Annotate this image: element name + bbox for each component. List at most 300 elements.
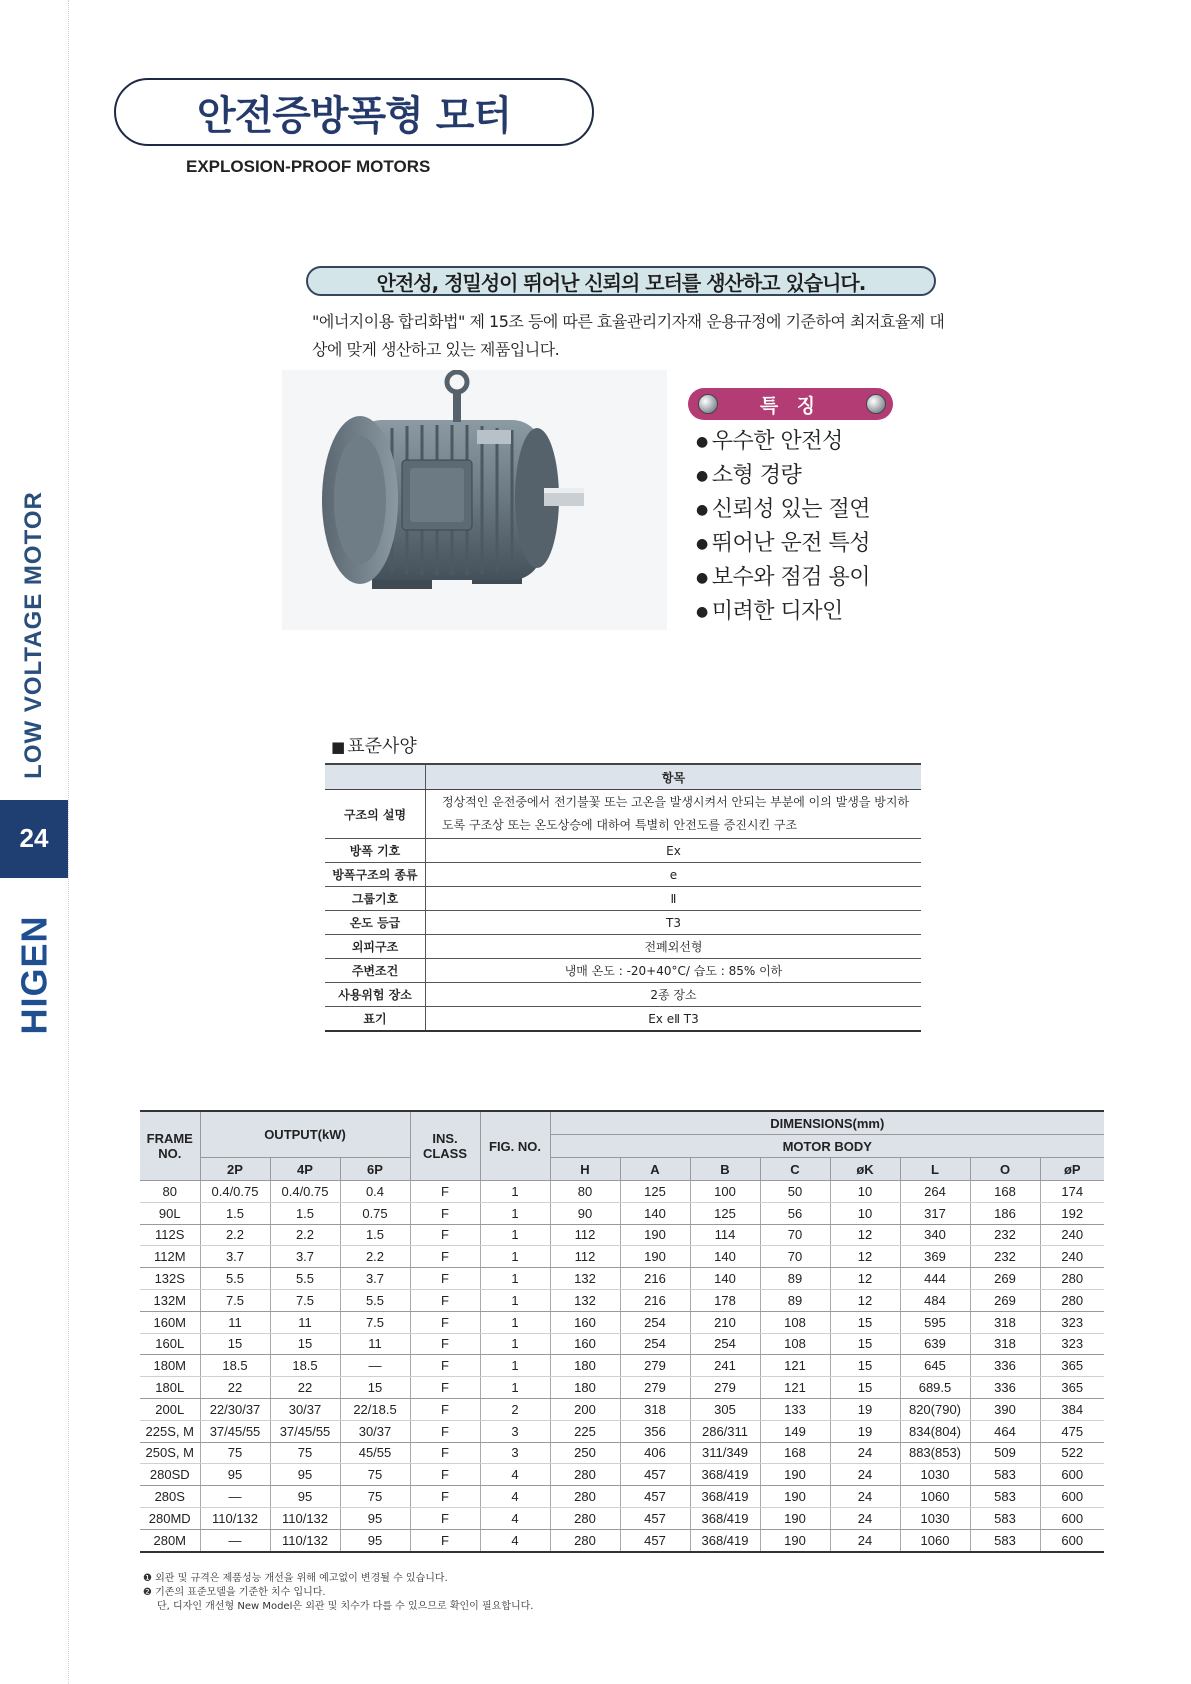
table-cell: 250 (550, 1442, 620, 1464)
table-cell: 280 (550, 1464, 620, 1486)
table-cell: 280 (550, 1507, 620, 1529)
table-cell: 190 (760, 1507, 830, 1529)
table-cell: 384 (1040, 1398, 1104, 1420)
table-cell: 457 (620, 1486, 690, 1508)
table-cell: 140 (690, 1268, 760, 1290)
table-cell: 406 (620, 1442, 690, 1464)
table-cell: 15 (340, 1377, 410, 1399)
table-cell: 160L (140, 1333, 200, 1355)
table-cell: 280 (1040, 1289, 1104, 1311)
table-cell: 1.5 (270, 1202, 340, 1224)
table-cell: 190 (760, 1529, 830, 1551)
spec-label: 외피구조 (325, 935, 426, 959)
table-cell: 834(804) (900, 1420, 970, 1442)
page-title: 안전증방폭형 모터 (114, 78, 594, 146)
table-cell: 464 (970, 1420, 1040, 1442)
table-cell: 600 (1040, 1464, 1104, 1486)
table-cell: 583 (970, 1507, 1040, 1529)
table-cell: 132 (550, 1289, 620, 1311)
table-cell: 80 (550, 1181, 620, 1203)
spec-row (325, 983, 921, 1007)
table-cell: 110/132 (270, 1507, 340, 1529)
table-cell: 19 (830, 1398, 900, 1420)
column-header: 6P (340, 1158, 410, 1181)
table-cell: 174 (1040, 1181, 1104, 1203)
spec-row (325, 959, 921, 983)
spec-label: 방폭구조의 종류 (325, 863, 426, 887)
table-cell: 149 (760, 1420, 830, 1442)
table-cell: 820(790) (900, 1398, 970, 1420)
table-cell: 7.5 (200, 1289, 270, 1311)
table-cell: 216 (620, 1268, 690, 1290)
table-cell: 1 (480, 1181, 550, 1203)
table-cell: 3 (480, 1442, 550, 1464)
table-cell: 369 (900, 1246, 970, 1268)
table-cell: 3.7 (340, 1268, 410, 1290)
table-cell: 250S, M (140, 1442, 200, 1464)
page-tab-strip (0, 876, 68, 878)
table-cell: 240 (1040, 1246, 1104, 1268)
table-cell: 56 (760, 1202, 830, 1224)
table-cell: 7.5 (340, 1311, 410, 1333)
dimension-table-body (140, 1181, 1104, 1552)
table-cell: 280SD (140, 1464, 200, 1486)
table-cell: 10 (830, 1181, 900, 1203)
table-cell: 600 (1040, 1507, 1104, 1529)
table-cell: 125 (620, 1181, 690, 1203)
spec-value: 냉매 온도 : -20+40°C/ 습도 : 85% 이하 (426, 959, 922, 983)
table-cell: 336 (970, 1377, 1040, 1399)
table-cell: 279 (620, 1355, 690, 1377)
table-cell: 210 (690, 1311, 760, 1333)
table-cell: 336 (970, 1355, 1040, 1377)
table-cell: 70 (760, 1224, 830, 1246)
column-header: øK (830, 1158, 900, 1181)
table-cell: 75 (340, 1464, 410, 1486)
dimensions-header: DIMENSIONS(mm) (550, 1111, 1104, 1135)
spec-label: 표기 (325, 1007, 426, 1032)
spec-label: 주변조건 (325, 959, 426, 983)
table-cell: 160 (550, 1333, 620, 1355)
table-cell: 457 (620, 1464, 690, 1486)
table-cell: F (410, 1311, 480, 1333)
table-cell: 190 (620, 1224, 690, 1246)
table-cell: — (200, 1529, 270, 1551)
table-cell: 0.75 (340, 1202, 410, 1224)
column-header: C (760, 1158, 830, 1181)
table-row (140, 1333, 1104, 1355)
table-cell: 180 (550, 1355, 620, 1377)
table-cell: 1 (480, 1246, 550, 1268)
table-cell: 190 (620, 1246, 690, 1268)
table-cell: 3.7 (200, 1246, 270, 1268)
table-cell: 132M (140, 1289, 200, 1311)
table-row (140, 1224, 1104, 1246)
table-cell: 12 (830, 1224, 900, 1246)
spec-row (325, 839, 921, 863)
spec-row (325, 863, 921, 887)
spec-heading: ■ 표준사양 (331, 732, 417, 758)
table-cell: 280 (1040, 1268, 1104, 1290)
table-cell: 318 (970, 1311, 1040, 1333)
table-cell: 90 (550, 1202, 620, 1224)
table-cell: 4 (480, 1529, 550, 1551)
table-cell: 12 (830, 1246, 900, 1268)
table-cell: 108 (760, 1333, 830, 1355)
table-cell: 90L (140, 1202, 200, 1224)
table-cell: 190 (760, 1486, 830, 1508)
table-cell: 132 (550, 1268, 620, 1290)
table-cell: 1 (480, 1268, 550, 1290)
table-cell: 305 (690, 1398, 760, 1420)
table-row (140, 1311, 1104, 1333)
table-cell: 22 (200, 1377, 270, 1399)
table-cell: 15 (830, 1311, 900, 1333)
table-cell: 11 (340, 1333, 410, 1355)
brand-logo: HIGEN (13, 915, 55, 1035)
table-cell: 1030 (900, 1507, 970, 1529)
table-cell: 689.5 (900, 1377, 970, 1399)
column-header: 2P (200, 1158, 270, 1181)
spec-header-blank (325, 764, 426, 790)
table-cell: 5.5 (200, 1268, 270, 1290)
table-cell: 140 (690, 1246, 760, 1268)
table-cell: 444 (900, 1268, 970, 1290)
table-cell: F (410, 1289, 480, 1311)
table-cell: 24 (830, 1507, 900, 1529)
table-cell: 1060 (900, 1529, 970, 1551)
table-cell: 15 (830, 1377, 900, 1399)
table-row (140, 1377, 1104, 1399)
table-cell: 95 (270, 1486, 340, 1508)
features-title-bar: 특 징 (688, 388, 893, 420)
table-cell: 365 (1040, 1377, 1104, 1399)
table-cell: F (410, 1420, 480, 1442)
table-cell: 1 (480, 1224, 550, 1246)
output-header: OUTPUT(kW) (200, 1111, 410, 1158)
table-cell: 323 (1040, 1333, 1104, 1355)
spec-header: 항목 (426, 764, 922, 790)
table-cell: 100 (690, 1181, 760, 1203)
column-header: L (900, 1158, 970, 1181)
table-cell: 4 (480, 1464, 550, 1486)
table-cell: F (410, 1486, 480, 1508)
table-cell: 10 (830, 1202, 900, 1224)
motor-body-header: MOTOR BODY (550, 1135, 1104, 1158)
feature-item: ● 미려한 디자인 (696, 595, 870, 629)
table-cell: 280S (140, 1486, 200, 1508)
table-cell: F (410, 1268, 480, 1290)
frame-header: FRAME NO. (140, 1111, 200, 1181)
table-cell: 24 (830, 1464, 900, 1486)
table-cell: 37/45/55 (270, 1420, 340, 1442)
footnotes (143, 1572, 533, 1614)
table-cell: 75 (270, 1442, 340, 1464)
table-cell: 22/18.5 (340, 1398, 410, 1420)
table-cell: — (200, 1486, 270, 1508)
table-cell: 225 (550, 1420, 620, 1442)
spec-row (325, 887, 921, 911)
table-cell: 280 (550, 1529, 620, 1551)
table-cell: 3.7 (270, 1246, 340, 1268)
table-cell: 1 (480, 1355, 550, 1377)
table-cell: 15 (830, 1355, 900, 1377)
table-cell: 70 (760, 1246, 830, 1268)
column-header: H (550, 1158, 620, 1181)
features-list (696, 425, 870, 629)
bolt-icon (698, 394, 718, 414)
table-row (140, 1289, 1104, 1311)
table-cell: F (410, 1333, 480, 1355)
table-cell: 232 (970, 1246, 1040, 1268)
table-row (140, 1398, 1104, 1420)
table-cell: 2.2 (340, 1246, 410, 1268)
spec-row (325, 790, 921, 839)
table-cell: 133 (760, 1398, 830, 1420)
table-cell: 50 (760, 1181, 830, 1203)
table-row (140, 1202, 1104, 1224)
table-row (140, 1486, 1104, 1508)
table-cell: 140 (620, 1202, 690, 1224)
table-cell: 121 (760, 1355, 830, 1377)
table-cell: 484 (900, 1289, 970, 1311)
spec-value: e (426, 863, 922, 887)
table-cell: 112 (550, 1246, 620, 1268)
table-cell: F (410, 1507, 480, 1529)
feature-item: ● 소형 경량 (696, 459, 870, 493)
table-cell: 323 (1040, 1311, 1104, 1333)
table-cell: F (410, 1442, 480, 1464)
table-cell: 37/45/55 (200, 1420, 270, 1442)
table-cell: 280MD (140, 1507, 200, 1529)
spec-label: 사용위험 장소 (325, 983, 426, 1007)
slogan-banner: 안전성, 정밀성이 뛰어난 신뢰의 모터를 생산하고 있습니다. (306, 266, 936, 296)
table-cell: 280 (550, 1486, 620, 1508)
table-cell: 200L (140, 1398, 200, 1420)
spec-value: Ⅱ (426, 887, 922, 911)
table-row (140, 1181, 1104, 1203)
table-cell: 241 (690, 1355, 760, 1377)
table-cell: 75 (200, 1442, 270, 1464)
table-row (140, 1268, 1104, 1290)
spec-label: 그룹기호 (325, 887, 426, 911)
table-cell: 121 (760, 1377, 830, 1399)
page-guide-line (68, 0, 69, 1684)
spec-label: 방폭 기호 (325, 839, 426, 863)
table-cell: 1 (480, 1202, 550, 1224)
table-cell: 368/419 (690, 1486, 760, 1508)
table-cell: 95 (200, 1464, 270, 1486)
spec-row (325, 935, 921, 959)
page-number: 24 (0, 800, 68, 876)
table-cell: 1.5 (340, 1224, 410, 1246)
table-cell: 1060 (900, 1486, 970, 1508)
table-cell: 112S (140, 1224, 200, 1246)
table-cell: 168 (760, 1442, 830, 1464)
table-cell: 240 (1040, 1224, 1104, 1246)
spec-value: 2종 장소 (426, 983, 922, 1007)
table-cell: 368/419 (690, 1464, 760, 1486)
table-cell: 225S, M (140, 1420, 200, 1442)
table-cell: 24 (830, 1442, 900, 1464)
table-cell: 89 (760, 1268, 830, 1290)
table-cell: 509 (970, 1442, 1040, 1464)
table-cell: 180M (140, 1355, 200, 1377)
table-cell: 19 (830, 1420, 900, 1442)
footnote: ❶ 외관 및 규격은 제품성능 개선을 위해 예고없이 변경될 수 있습니다. (143, 1573, 448, 1584)
table-cell: 311/349 (690, 1442, 760, 1464)
table-cell: 12 (830, 1289, 900, 1311)
table-cell: 160M (140, 1311, 200, 1333)
table-cell: 390 (970, 1398, 1040, 1420)
table-cell: 254 (620, 1311, 690, 1333)
table-cell: 340 (900, 1224, 970, 1246)
table-cell: 264 (900, 1181, 970, 1203)
table-cell: 22 (270, 1377, 340, 1399)
table-row (140, 1507, 1104, 1529)
column-header: øP (1040, 1158, 1104, 1181)
table-cell: 2.2 (200, 1224, 270, 1246)
table-cell: 645 (900, 1355, 970, 1377)
table-cell: F (410, 1224, 480, 1246)
dimension-table (140, 1110, 1104, 1553)
table-cell: 5.5 (270, 1268, 340, 1290)
table-cell: 356 (620, 1420, 690, 1442)
table-cell: 112M (140, 1246, 200, 1268)
table-cell: 1030 (900, 1464, 970, 1486)
table-cell: 269 (970, 1289, 1040, 1311)
fig-header: FIG. NO. (480, 1111, 550, 1181)
footnote: 단, 디자인 개선형 New Model은 외관 및 치수가 다를 수 있으므로 확인이 필요합니다. (157, 1601, 534, 1612)
table-cell: 368/419 (690, 1529, 760, 1551)
table-cell: 180 (550, 1377, 620, 1399)
table-cell: 75 (340, 1486, 410, 1508)
spec-row (325, 911, 921, 935)
table-cell: 1 (480, 1377, 550, 1399)
motor-photo (282, 370, 667, 630)
table-cell: 583 (970, 1464, 1040, 1486)
table-cell: 24 (830, 1529, 900, 1551)
table-cell: 95 (340, 1507, 410, 1529)
table-cell: 160 (550, 1311, 620, 1333)
table-cell: 457 (620, 1507, 690, 1529)
table-cell: 0.4/0.75 (270, 1181, 340, 1203)
table-cell: 583 (970, 1529, 1040, 1551)
table-row (140, 1420, 1104, 1442)
feature-item: ● 우수한 안전성 (696, 425, 870, 459)
table-cell: 365 (1040, 1355, 1104, 1377)
table-cell: 22/30/37 (200, 1398, 270, 1420)
table-cell: 5.5 (340, 1289, 410, 1311)
table-cell: 192 (1040, 1202, 1104, 1224)
table-cell: 2 (480, 1398, 550, 1420)
table-row (140, 1246, 1104, 1268)
table-cell: 522 (1040, 1442, 1104, 1464)
table-cell: 1 (480, 1333, 550, 1355)
table-cell: 186 (970, 1202, 1040, 1224)
table-cell: 279 (620, 1377, 690, 1399)
table-cell: 0.4/0.75 (200, 1181, 270, 1203)
table-row (140, 1355, 1104, 1377)
table-cell: 132S (140, 1268, 200, 1290)
table-cell: 0.4 (340, 1181, 410, 1203)
table-cell: 600 (1040, 1529, 1104, 1551)
table-cell: F (410, 1529, 480, 1551)
footnote: ❷ 기존의 표준모델을 기준한 치수 입니다. (143, 1587, 326, 1598)
table-cell: 110/132 (270, 1529, 340, 1551)
table-cell: F (410, 1181, 480, 1203)
table-cell: 108 (760, 1311, 830, 1333)
table-cell: 457 (620, 1529, 690, 1551)
table-cell: 18.5 (270, 1355, 340, 1377)
spec-value: Ex (426, 839, 922, 863)
table-cell: 18.5 (200, 1355, 270, 1377)
table-cell: 95 (340, 1529, 410, 1551)
feature-item: ● 신뢰성 있는 절연 (696, 493, 870, 527)
column-header: A (620, 1158, 690, 1181)
table-cell: 286/311 (690, 1420, 760, 1442)
table-cell: 254 (690, 1333, 760, 1355)
table-cell: — (340, 1355, 410, 1377)
spec-label: 온도 등급 (325, 911, 426, 935)
page-subtitle: EXPLOSION-PROOF MOTORS (186, 157, 431, 176)
table-cell: F (410, 1355, 480, 1377)
table-row (140, 1464, 1104, 1486)
table-cell: 80 (140, 1181, 200, 1203)
table-cell: 15 (200, 1333, 270, 1355)
table-cell: 1.5 (200, 1202, 270, 1224)
table-cell: 24 (830, 1486, 900, 1508)
table-cell: 583 (970, 1486, 1040, 1508)
table-cell: 15 (830, 1333, 900, 1355)
column-header: 4P (270, 1158, 340, 1181)
table-cell: 254 (620, 1333, 690, 1355)
table-cell: 11 (200, 1311, 270, 1333)
table-cell: 595 (900, 1311, 970, 1333)
table-cell: 318 (620, 1398, 690, 1420)
table-cell: 11 (270, 1311, 340, 1333)
table-cell: 279 (690, 1377, 760, 1399)
spec-value: 전폐외선형 (426, 935, 922, 959)
table-cell: 3 (480, 1420, 550, 1442)
table-cell: 318 (970, 1333, 1040, 1355)
table-cell: 168 (970, 1181, 1040, 1203)
table-cell: 1 (480, 1311, 550, 1333)
spec-value: T3 (426, 911, 922, 935)
table-cell: F (410, 1246, 480, 1268)
sub-header-row (140, 1158, 1104, 1181)
column-header: O (970, 1158, 1040, 1181)
table-row (140, 1529, 1104, 1551)
table-row (140, 1442, 1104, 1464)
table-cell: 190 (760, 1464, 830, 1486)
table-cell: 2.2 (270, 1224, 340, 1246)
spec-table (325, 763, 921, 1032)
ins-class-header: INS. CLASS (410, 1111, 480, 1181)
table-cell: 269 (970, 1268, 1040, 1290)
table-cell: 95 (270, 1464, 340, 1486)
table-cell: 110/132 (200, 1507, 270, 1529)
table-cell: 4 (480, 1486, 550, 1508)
table-cell: 1 (480, 1289, 550, 1311)
table-cell: 114 (690, 1224, 760, 1246)
table-cell: 7.5 (270, 1289, 340, 1311)
table-cell: 639 (900, 1333, 970, 1355)
spec-value: Ex eⅡ T3 (426, 1007, 922, 1032)
table-cell: F (410, 1202, 480, 1224)
table-cell: 178 (690, 1289, 760, 1311)
table-cell: 45/55 (340, 1442, 410, 1464)
